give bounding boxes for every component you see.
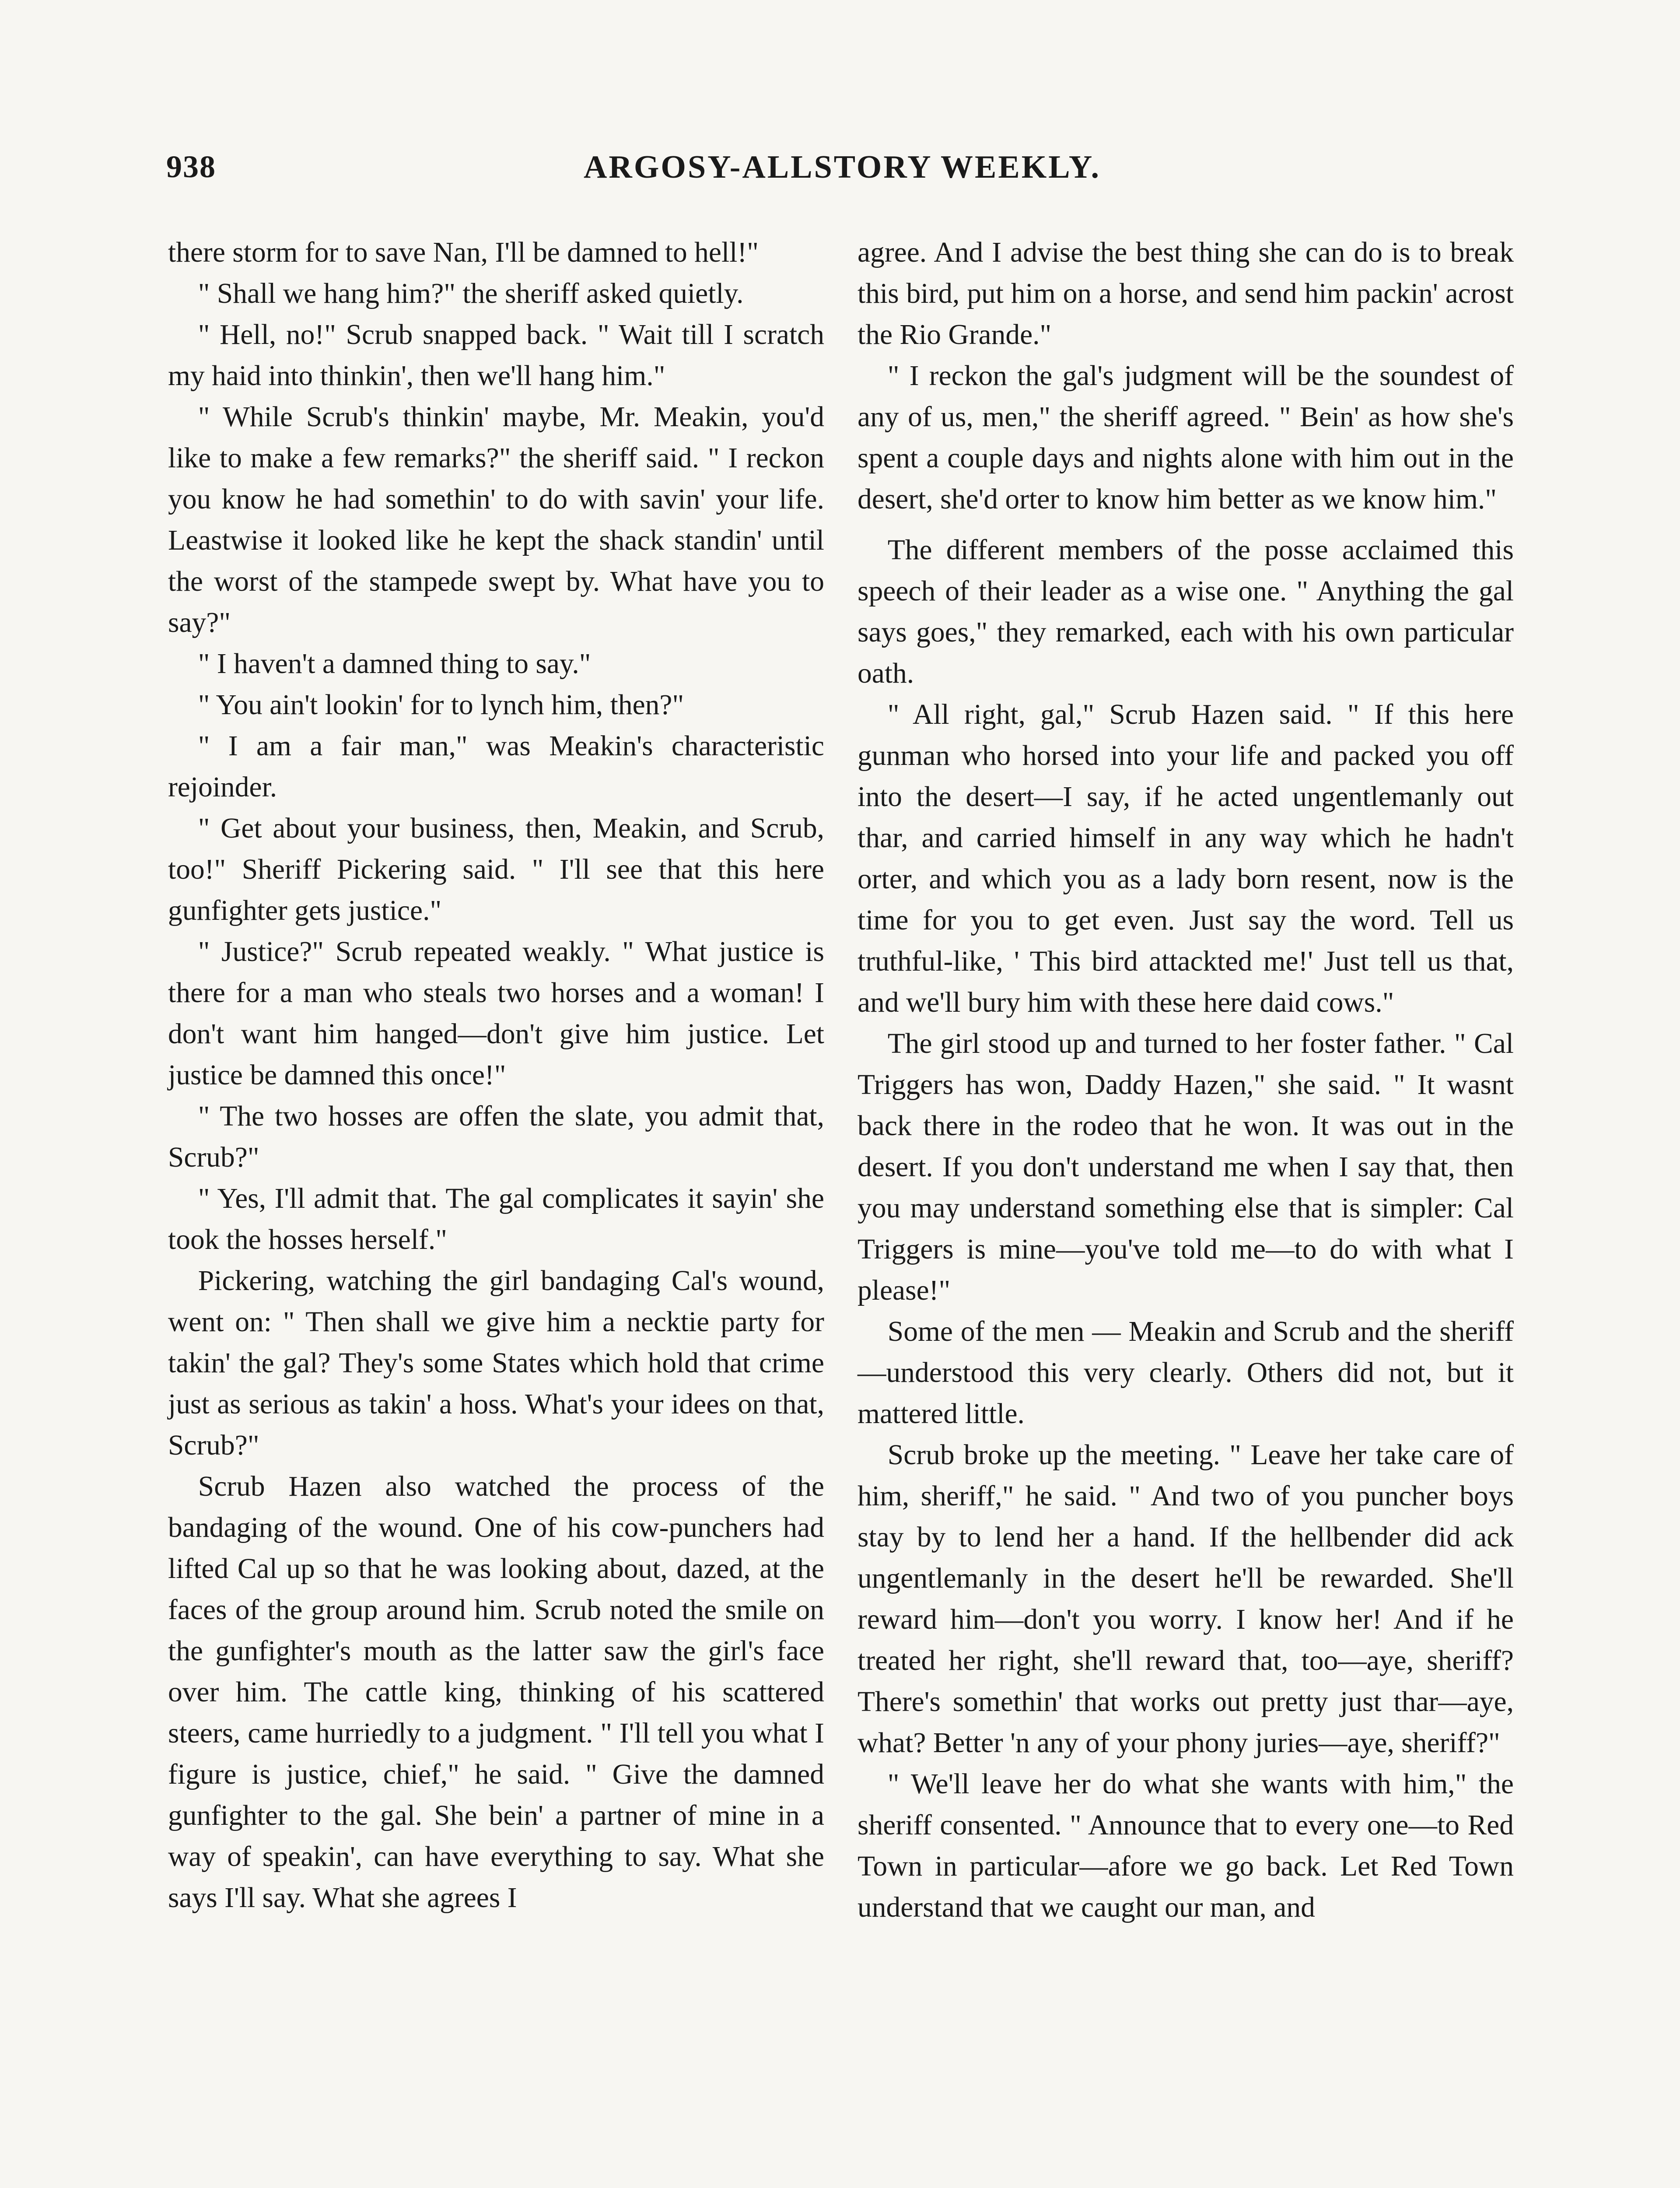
paragraph: Scrub Hazen also watched the process of the bandaging of the wound. One of his cow-punchers had lifted Cal up so that he was looking about, dazed, at the faces of the group around him. Scrub noted the smile on the gunfighter's mouth as the latter saw the girl's face over him. The cattle king, thinking of his scattered steers, came hurriedly to a judgment. " I'll tell you what I figure is justice, chief," he said. " Give the damned gunfighter to the gal. She bein' a partner of mine in a way of speakin', can have everything to say. What she says I'll say. What she agrees I: [168, 1471, 824, 1914]
paragraph: " We'll leave her do what she wants with him," the sheriff consented. " Announce that to every one—to Red Town in particular—afore we go back. Let Red Town understand that we caught our man, and: [858, 1768, 1514, 1923]
paragraph: Pickering, watching the girl bandaging Cal's wound, went on: " Then shall we give him a necktie party for takin' the gal? They's some States which hold that crime just as serious as takin' a hoss. What's your idees on that, Scrub?": [168, 1265, 824, 1461]
page-header: [166, 149, 1518, 197]
paragraph: " Hell, no!" Scrub snapped back. " Wait till I scratch my haid into thinkin', then we'll hang him.": [168, 319, 824, 392]
paragraph: " I haven't a damned thing to say.": [198, 648, 591, 680]
paragraph: " The two hosses are offen the slate, you admit that, Scrub?": [168, 1101, 824, 1173]
paragraph: there storm for to save Nan, I'll be damned to hell!": [168, 237, 759, 268]
paragraph: " While Scrub's thinkin' maybe, Mr. Meakin, you'd like to make a few remarks?" the sheriff said. " I reckon you know he had somethin' to do with savin' your life. Leastwise it looked like he kept the shack standin' until the worst of the stampede swept by. What have you to say?": [168, 401, 824, 638]
paragraph: The girl stood up and turned to her foster father. " Cal Triggers has won, Daddy Hazen," she said. " It wasnt back there in the rodeo that he won. It was out in the desert. If you don't understand me when I say that, then you may understand something else that is simpler: Cal Triggers is mine—you've told me—to do with what I please!": [858, 1028, 1514, 1306]
paragraph: agree. And I advise the best thing she can do is to break this bird, put him on a horse, and send him packin' acrost the Rio Grande.": [858, 237, 1514, 351]
paragraph: Scrub broke up the meeting. " Leave her take care of him, sheriff," he said. " And two of you puncher boys stay by to lend her a hand. If the hellbender did ack ungentlemanly in the desert he'll be rewarded. She'll reward him—don't you worry. I know her! And if he treated her right, she'll reward that, too—aye, sheriff? There's somethin' that works out pretty just thar—aye, what? Better 'n any of your phony juries—aye, sheriff?": [858, 1439, 1514, 1759]
paragraph: " You ain't lookin' for to lynch him, then?": [198, 689, 684, 721]
paragraph: The different members of the posse acclaimed this speech of their leader as a wise one. " Anything the gal says goes," they remarked, each with his own particular oath.: [858, 534, 1514, 689]
paragraph: " I reckon the gal's judgment will be the soundest of any of us, men," the sheriff agreed. " Bein' as how she's spent a couple days and nights alone with him out in the desert, she'd orter to know him better as we know him.": [858, 360, 1514, 515]
paragraph: " Yes, I'll admit that. The gal complicates it sayin' she took the hosses herself.": [168, 1183, 824, 1255]
paragraph: " All right, gal," Scrub Hazen said. " If this here gunman who horsed into your life and packed you off into the desert—I say, if he acted ungentlemanly out thar, and carried himself in any way which he hadn't orter, and which you as a lady born resent, now is the time for you to get even. Just say the word. Tell us truthful-like, ' This bird attackted me!' Just tell us that, and we'll bury him with these here daid cows.": [858, 699, 1514, 1018]
paragraph: " Justice?" Scrub repeated weakly. " What justice is there for a man who steals two horses and a woman! I don't want him hanged—don't give him justice. Let justice be damned this once!": [168, 936, 824, 1091]
running-title: ARGOSY-ALLSTORY WEEKLY.: [583, 149, 1101, 185]
paragraph: Some of the men — Meakin and Scrub and the sheriff—understood this very clearly. Others did not, but it mattered little.: [858, 1316, 1514, 1430]
paragraph: " I am a fair man," was Meakin's characteristic rejoinder.: [168, 730, 824, 803]
page-number: 938: [166, 149, 216, 184]
paragraph: " Shall we hang him?" the sheriff asked quietly.: [198, 278, 744, 309]
right-text-column: [858, 232, 1514, 1928]
left-text-column: [168, 232, 824, 1918]
paragraph: " Get about your business, then, Meakin, and Scrub, too!" Sheriff Pickering said. " I'll see that this here gunfighter gets justice.": [168, 813, 824, 926]
